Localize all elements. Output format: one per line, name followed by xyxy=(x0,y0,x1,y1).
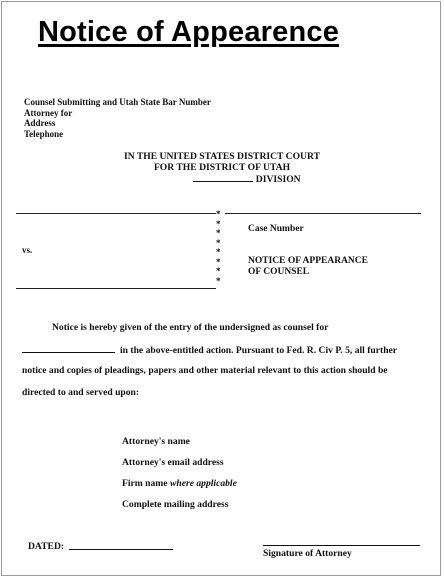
body-line-1: Notice is hereby given of the entry of the undersigned as counsel for xyxy=(52,322,329,333)
body-line-2 xyxy=(22,344,426,356)
notice-caption-line1: NOTICE OF APPEARANCE xyxy=(248,256,368,266)
counsel-header-block xyxy=(24,97,211,139)
notice-caption-line2: OF COUNSEL xyxy=(248,266,310,277)
court-division xyxy=(0,173,444,185)
division-label: DIVISION xyxy=(255,174,301,185)
court-district: FOR THE DISTRICT OF UTAH xyxy=(153,162,291,173)
attorney-email-field: Attorney's email address xyxy=(122,457,224,468)
mailing-address-field: Complete mailing address xyxy=(122,499,229,510)
division-blank xyxy=(193,173,253,182)
counsel-line: Counsel Submitting and Utah State Bar Number xyxy=(24,97,211,107)
party-blank xyxy=(22,344,115,353)
body-line-3: notice and copies of pleadings, papers and other material relevant to this action should be xyxy=(22,365,388,376)
caption-asterisks: * * * * * * * * xyxy=(216,209,221,286)
document-title: Notice of Appearence xyxy=(38,16,340,48)
firm-name-label: Firm name xyxy=(122,478,168,489)
court-name: IN THE UNITED STATES DISTRICT COURT xyxy=(124,151,320,162)
caption-rule-left-top xyxy=(16,213,216,214)
body-line-4: directed to and served upon: xyxy=(22,387,140,398)
notice-caption-title xyxy=(248,256,368,277)
firm-name-field xyxy=(122,478,237,489)
caption-rule-left-bottom xyxy=(16,288,216,289)
attorney-for-line: Attorney for xyxy=(24,107,73,118)
caption-rule-right-top xyxy=(225,213,421,214)
dated-label: DATED: xyxy=(28,541,65,552)
signature-line xyxy=(263,545,420,546)
case-number-label: Case Number xyxy=(248,224,304,234)
court-heading xyxy=(0,151,444,185)
dated-blank-line xyxy=(69,549,173,550)
signature-label: Signature of Attorney xyxy=(263,548,352,559)
attorney-name-field: Attorney's name xyxy=(122,436,190,447)
body-line-2-text: in the above-entitled action. Pursuant to Fed. R. Civ P. 5, all further xyxy=(120,345,398,356)
versus-label: vs. xyxy=(22,245,33,255)
firm-name-note: where applicable xyxy=(169,478,237,489)
address-line: Address xyxy=(24,118,56,129)
telephone-line: Telephone xyxy=(24,128,64,139)
